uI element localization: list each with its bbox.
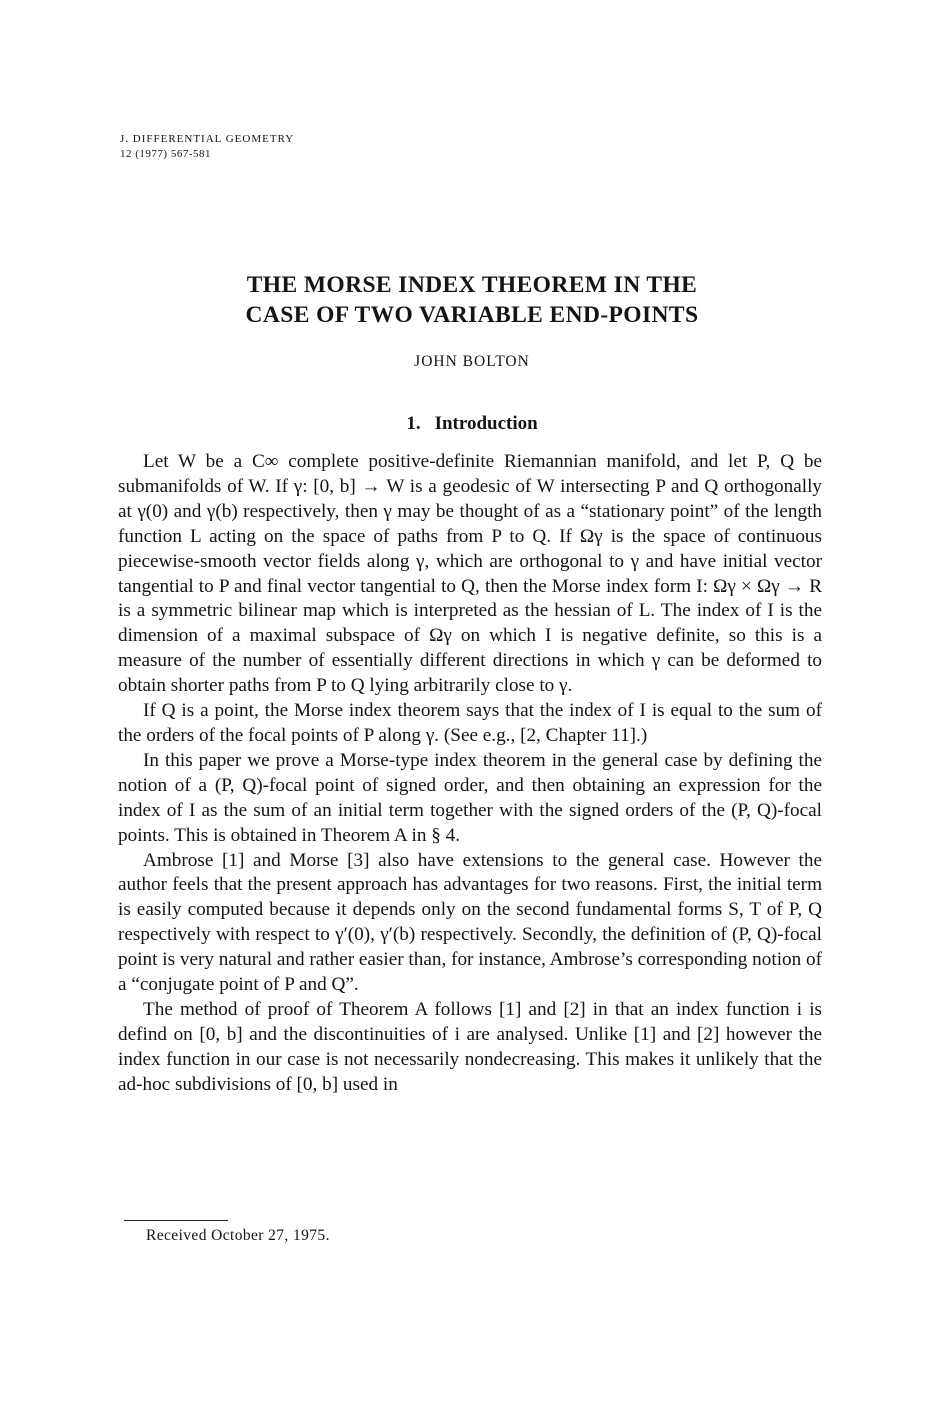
- footnote: Received October 27, 1975.: [146, 1227, 330, 1244]
- journal-name: J. DIFFERENTIAL GEOMETRY: [120, 133, 295, 145]
- title-line-1: THE MORSE INDEX THEOREM IN THE: [246, 272, 698, 298]
- body-text: [118, 450, 822, 1098]
- footnote-rule: [124, 1220, 228, 1221]
- section-number: 1.: [406, 413, 421, 434]
- paragraph-5: The method of proof of Theorem A follows [1] and [2] in that an index function i is defind on [0, b] and the discontinuities of i are analysed. Unlike [1] and [2] however the index function in our case is not necessarily nondecreasing. This makes it unlikely that the ad-hoc subdivisions of [0, b] used in: [118, 998, 822, 1095]
- paragraph-2: If Q is a point, the Morse index theorem says that the index of I is equal to the sum of the orders of the focal points of P along γ. (See e.g., [2, Chapter 11].): [118, 700, 822, 746]
- author-name: JOHN BOLTON: [414, 353, 530, 370]
- section-heading: [0, 413, 944, 435]
- paragraph-3: In this paper we prove a Morse-type index theorem in the general case by defining the notion of a (P, Q)-focal point of signed order, and then obtaining an expression for the index of I as the sum of an initial term together with the signed orders of the (P, Q)-focal points. This is obtained in Theorem A in § 4.: [118, 749, 822, 846]
- paragraph-1: Let W be a C∞ complete positive-definite Riemannian manifold, and let P, Q be submanifolds of W. If γ: [0, b] → W is a geodesic of W intersecting P and Q orthogonally at γ(0) and γ(b) respectively, then γ may be thought of as a “stationary point” of the length function L acting on the space of paths from P to Q. If Ωγ is the space of continuous piecewise-smooth vector fields along γ, which are orthogonal to γ and have initial vector tangential to P and final vector tangential to Q, then the Morse index form I: Ωγ × Ωγ → R is a symmetric bilinear map which is interpreted as the hessian of L. The index of I is the dimension of a maximal subspace of Ωγ on which I is negative definite, so this is a measure of the number of essentially different directions in which γ can be deformed to obtain shorter paths from P to Q lying arbitrarily close to γ.: [118, 451, 822, 697]
- journal-header: [120, 132, 294, 162]
- paragraph-4: Ambrose [1] and Morse [3] also have extensions to the general case. However the author feels that the present approach has advantages for two reasons. First, the initial term is easily computed because it depends only on the second fundamental forms S, T of P, Q respectively with respect to γ′(0), γ′(b) respectively. Secondly, the definition of (P, Q)-focal point is very natural and rather easier than, for instance, Ambrose’s corresponding notion of a “conjugate point of P and Q”.: [118, 849, 822, 996]
- journal-volume: 12 (1977) 567-581: [120, 148, 211, 160]
- paper-title: [0, 270, 944, 330]
- title-line-2: CASE OF TWO VARIABLE END-POINTS: [245, 302, 699, 328]
- section-title: Introduction: [434, 413, 538, 434]
